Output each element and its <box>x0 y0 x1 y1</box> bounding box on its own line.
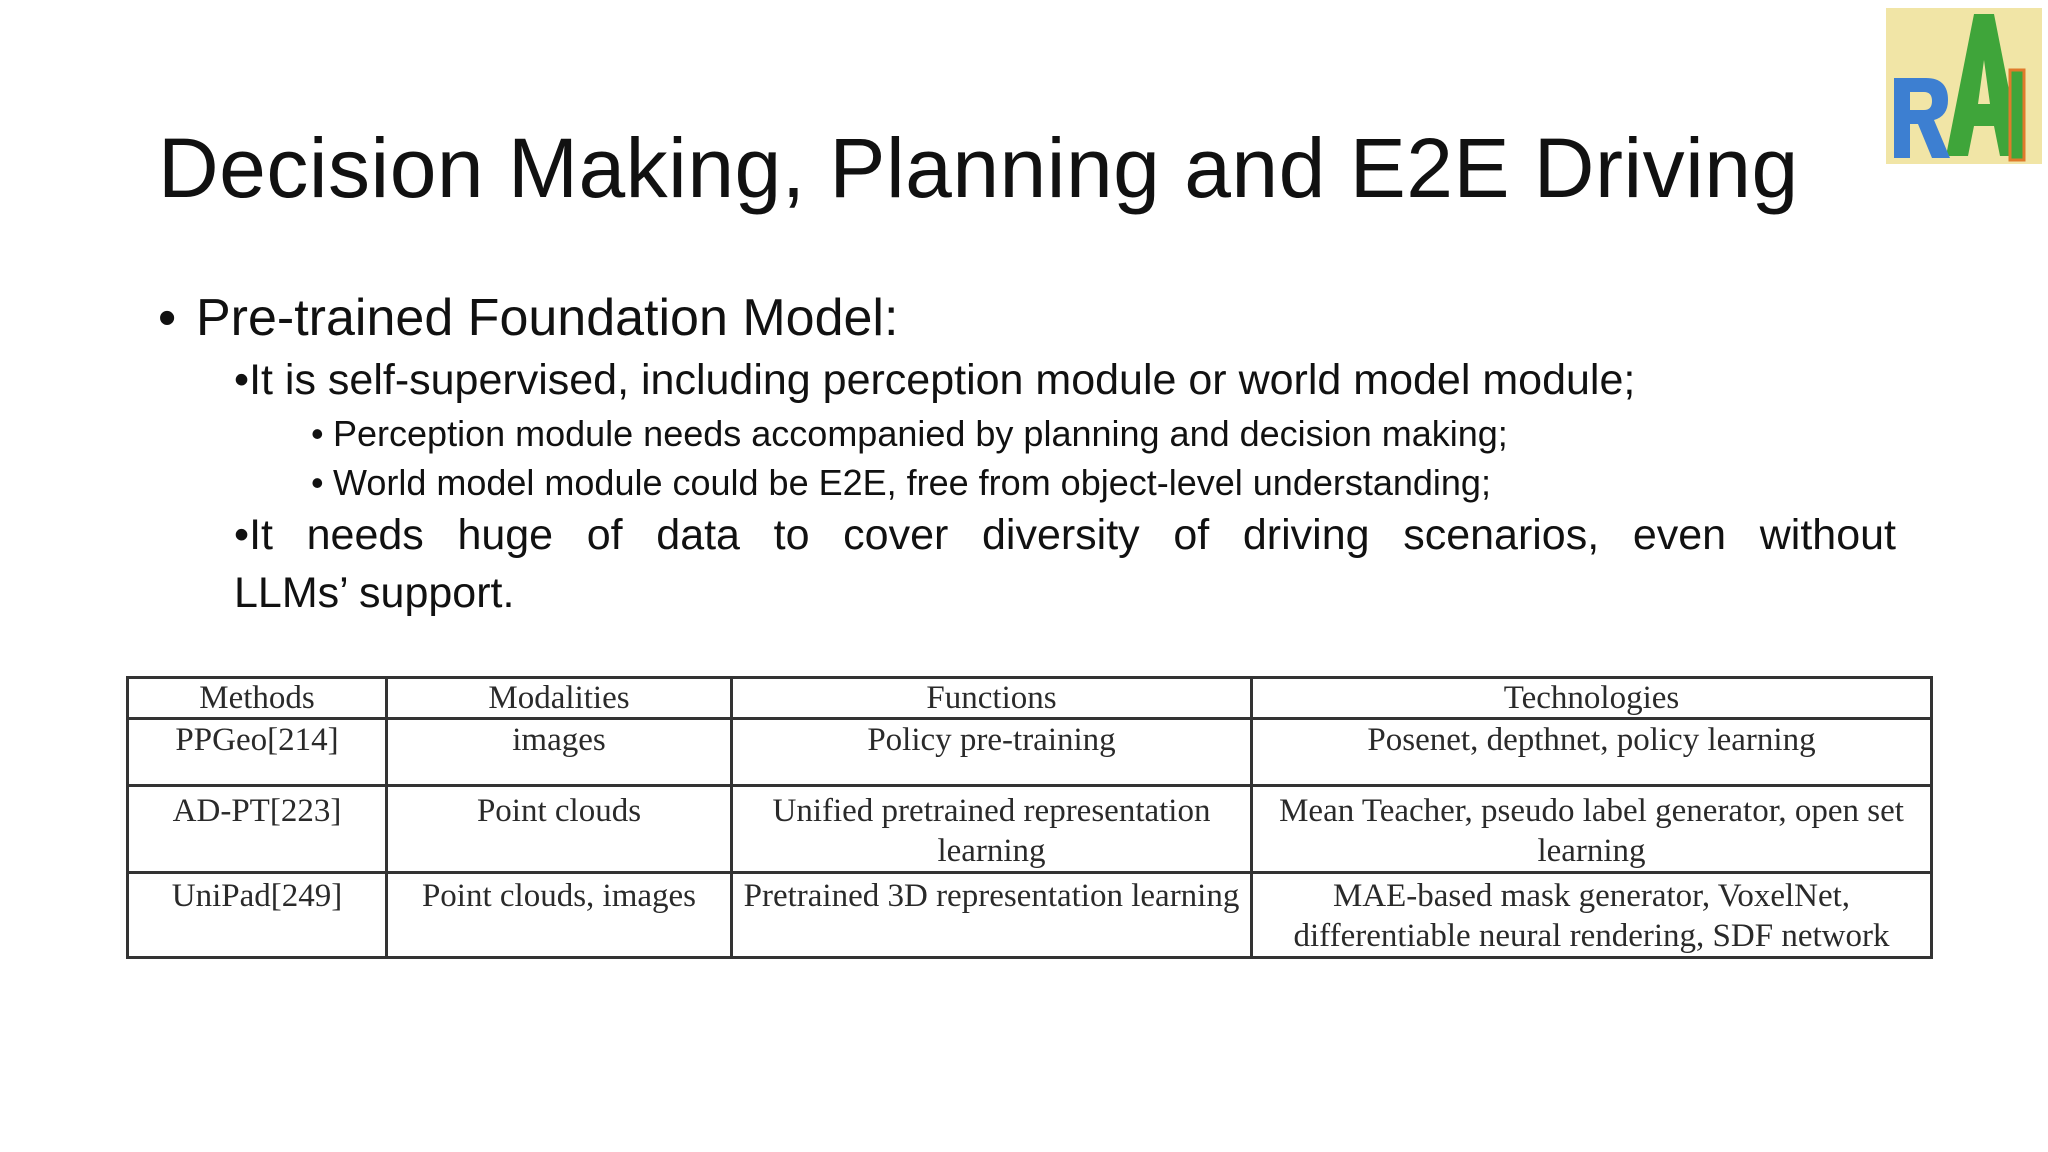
bullet-level3 <box>311 410 1508 458</box>
bullet-level2 <box>234 352 1635 408</box>
bullet-text: World model module could be E2E, free from object-level understanding; <box>333 462 1491 503</box>
bullet-dot: • <box>158 289 177 347</box>
slide-title: Decision Making, Planning and E2E Driving <box>158 121 1799 215</box>
bullet-text-continued: LLMs’ support. <box>234 569 515 617</box>
bullet-text: It needs huge of data to cover diversity of driving scenarios, even without <box>249 511 1896 559</box>
header-modalities: Modalities <box>387 678 732 719</box>
bullet-level3 <box>311 459 1491 507</box>
table-cell: AD-PT[223] <box>128 786 387 873</box>
table-cell: PPGeo[214] <box>128 719 387 786</box>
bullet-text: Pre-trained Foundation Model: <box>196 289 899 347</box>
bullet-level1 <box>158 286 898 350</box>
bullet-dot: • <box>311 462 324 503</box>
table-cell: Posenet, depthnet, policy learning <box>1252 719 1932 786</box>
table-cell: MAE-based mask generator, VoxelNet, differentiable neural rendering, SDF network <box>1252 873 1932 958</box>
rai-logo <box>1886 8 2042 164</box>
table-row <box>128 719 1932 786</box>
table-cell: Mean Teacher, pseudo label generator, open set learning <box>1252 786 1932 873</box>
table-header-row <box>128 678 1932 719</box>
bullet-line <box>234 506 1896 564</box>
bullet-text: It is self-supervised, including perception module or world model module; <box>249 356 1636 404</box>
methods-table <box>126 676 1933 959</box>
table-cell: Point clouds, images <box>387 873 732 958</box>
header-functions: Functions <box>732 678 1252 719</box>
bullet-dot: • <box>234 511 250 559</box>
table-cell: Policy pre-training <box>732 719 1252 786</box>
table-row <box>128 873 1932 958</box>
bullet-dot: • <box>234 356 250 404</box>
table-row <box>128 786 1932 873</box>
table-cell: UniPad[249] <box>128 873 387 958</box>
bullet-dot: • <box>311 413 324 454</box>
bullet-level2-multiline <box>234 506 1896 622</box>
table-cell: Pretrained 3D representation learning <box>732 873 1252 958</box>
table-cell: Unified pretrained representation learning <box>732 786 1252 873</box>
table-cell: images <box>387 719 732 786</box>
header-methods: Methods <box>128 678 387 719</box>
table-cell: Point clouds <box>387 786 732 873</box>
bullet-text: Perception module needs accompanied by planning and decision making; <box>333 413 1508 454</box>
header-technologies: Technologies <box>1252 678 1932 719</box>
